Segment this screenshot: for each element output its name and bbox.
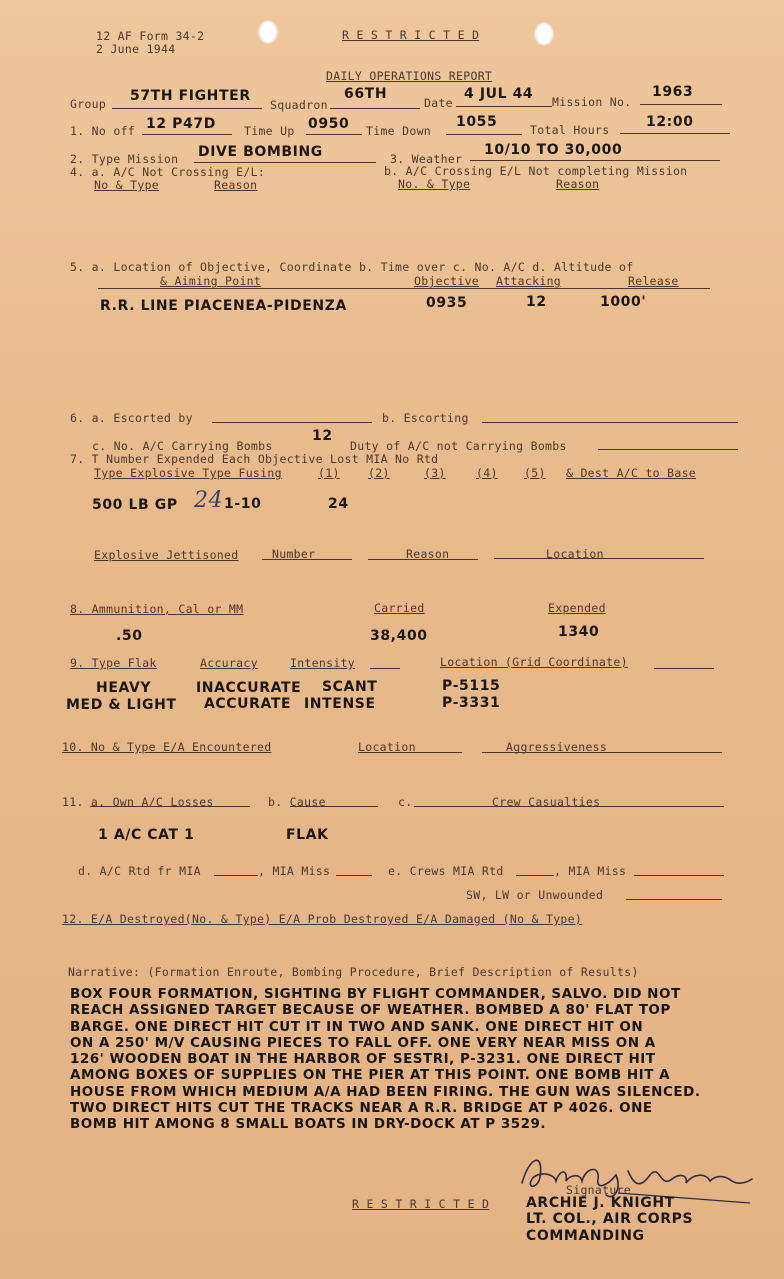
narrative-text — [70, 986, 750, 1133]
duty-label: Duty of A/C not Carrying Bombs — [350, 439, 567, 453]
flak-row-2-type: MED & LIGHT — [66, 697, 177, 713]
narrative-line: TWO DIRECT HITS CUT THE TRACKS NEAR A R.R. BRIDGE AT P 4026. ONE — [70, 1100, 653, 1117]
ac-crossing-label: b. A/C Crossing E/L Not completing Mission — [384, 164, 688, 178]
objective-label: 5. a. Location of Objective, Coordinate b. Time over c. No. A/C d. Altitude of — [70, 260, 634, 274]
crews-rtd-label: e. Crews MIA Rtd — [388, 864, 504, 878]
dest-ac-label: & Dest A/C to Base — [566, 466, 697, 480]
narrative-line: 126' WOODEN BOAT IN THE HARBOR OF SESTRI, P-3231. ONE DIRECT HIT — [70, 1051, 656, 1068]
col-2: (2) — [368, 466, 390, 480]
flak-type-label: 9. Type Flak — [70, 656, 157, 670]
ac-not-crossing-label: 4. a. A/C Not Crossing E/L: — [70, 165, 266, 179]
narrative-line: BOX FOUR FORMATION, SIGHTING BY FLIGHT COMMANDER, SALVO. DID NOT — [70, 986, 681, 1002]
signer-rank: LT. COL., AIR CORPS — [526, 1211, 694, 1227]
time-over-objective-label: Objective — [414, 274, 480, 288]
own-losses-value: 1 A/C CAT 1 — [98, 827, 195, 843]
time-up-value: 0950 — [308, 116, 350, 132]
expended-label: Expended — [548, 601, 606, 615]
narrative-label: Narrative: (Formation Enroute, Bombing Procedure, Brief Description of Results) — [68, 965, 639, 979]
cause-label: b. Cause — [268, 795, 326, 809]
own-losses-label: 11. a. Own A/C Losses — [62, 795, 214, 809]
flak-intensity-label: Intensity — [290, 656, 356, 670]
time-over-value: 0935 — [426, 295, 468, 311]
carried-label: Carried — [374, 601, 425, 615]
type-mission-value: DIVE BOMBING — [198, 144, 323, 160]
col-4: (4) — [476, 466, 498, 480]
squadron-value: 66TH — [344, 86, 388, 102]
no-off-label: 1. No off — [70, 124, 136, 138]
flak-row-2-accuracy: ACCURATE — [204, 696, 292, 712]
ac-rtd-label: d. A/C Rtd fr MIA — [78, 864, 201, 878]
fusing-value: 1-10 — [224, 496, 262, 512]
col-3: (3) — [424, 466, 446, 480]
page-title: DAILY OPERATIONS REPORT — [326, 69, 493, 83]
release-label: Release — [628, 274, 679, 288]
expended-value: 24 — [328, 496, 349, 512]
cal-value: .50 — [116, 628, 143, 644]
signature-label: Signature — [566, 1183, 632, 1197]
flak-row-2-location: P-3331 — [442, 695, 501, 711]
attacking-label: Attacking — [496, 274, 562, 288]
col-5: (5) — [524, 466, 546, 480]
ea-destroyed-label: 12. E/A Destroyed(No. & Type) E/A Prob Destroyed E/A Damaged (No & Type) — [62, 912, 583, 926]
ea-location-label: Location — [358, 740, 416, 754]
punch-hole-right — [534, 22, 554, 46]
escorted-label: 6. a. Escorted by — [70, 411, 193, 425]
total-hours-value: 12:00 — [646, 114, 694, 130]
weather-label: 3. Weather — [390, 152, 463, 166]
handwritten-24: 24 — [194, 488, 224, 513]
expended-header: 7. T Number Expended Each Objective Lost MIA No Rtd — [70, 452, 439, 466]
carrying-bombs-value: 12 — [312, 428, 333, 444]
signer-name: ARCHIE J. KNIGHT — [526, 1195, 675, 1211]
no-off-value: 12 P47D — [146, 116, 216, 132]
ea-encountered-label: 10. No & Type E/A Encountered — [62, 740, 272, 754]
form-date: 2 June 1944 — [96, 42, 176, 56]
type-mission-label: 2. Type Mission — [70, 152, 179, 166]
reason-b: Reason — [556, 177, 600, 191]
narrative-line: ON A 250' M/V CAUSING PIECES TO FALL OFF. ONE VERY NEAR MISS ON A — [70, 1034, 656, 1051]
narrative-line: REACH ASSIGNED TARGET BECAUSE OF WEATHER. BOMBED A 80' FLAT TOP — [70, 1002, 671, 1019]
signer-role: COMMANDING — [526, 1228, 645, 1244]
total-hours-label: Total Hours — [530, 123, 610, 137]
jettisoned-number-label: Number — [272, 547, 316, 561]
punch-hole-left — [258, 20, 278, 44]
jettisoned-reason-label: Reason — [406, 547, 450, 561]
weather-value: 10/10 TO 30,000 — [484, 142, 623, 158]
flak-location-label: Location (Grid Coordinate) — [440, 655, 628, 669]
flak-accuracy-label: Accuracy — [200, 656, 258, 670]
flak-row-1-accuracy: INACCURATE — [196, 680, 302, 696]
narrative-line: BARGE. ONE DIRECT HIT CUT IT IN TWO AND SANK. ONE DIRECT HIT ON — [70, 1018, 644, 1035]
carried-value: 38,400 — [370, 628, 428, 644]
flak-row-1-intensity: SCANT — [322, 679, 378, 695]
narrative-line: HOUSE FROM WHICH MEDIUM A/A HAD BEEN FIRING. THE GUN WAS SILENCED. — [70, 1083, 701, 1100]
time-down-value: 1055 — [456, 114, 498, 130]
jettisoned-location-label: Location — [546, 547, 604, 561]
objective-location: R.R. LINE PIACENEA-PIDENZA — [100, 298, 347, 314]
mia-miss-label-2: , MIA Miss — [554, 864, 627, 878]
squadron-label: Squadron — [270, 98, 328, 112]
altitude-value: 1000' — [600, 294, 647, 310]
aiming-point-label: & Aiming Point — [160, 274, 262, 288]
no-ac-attacking-value: 12 — [526, 294, 547, 310]
carrying-bombs-label: c. No. A/C Carrying Bombs — [92, 439, 273, 453]
date-value: 4 JUL 44 — [464, 86, 534, 102]
group-value: 57TH FIGHTER — [130, 88, 251, 104]
sw-lw-label: SW, LW or Unwounded — [466, 888, 604, 902]
signature-script — [8, 1272, 22, 1273]
form-number: 12 AF Form 34-2 — [96, 29, 205, 43]
mia-miss-label: , MIA Miss — [258, 864, 331, 878]
ammo-expended-value: 1340 — [558, 624, 600, 640]
flak-row-1-location: P-5115 — [442, 678, 501, 694]
narrative-line: BOMB HIT AMONG 8 SMALL BOATS IN DRY-DOCK AT P 3529. — [70, 1116, 547, 1133]
restricted-bottom: R E S T R I C T E D — [352, 1197, 490, 1211]
mission-value: 1963 — [652, 84, 694, 100]
jettisoned-label: Explosive Jettisoned — [94, 548, 239, 562]
restricted-top: R E S T R I C T E D — [342, 28, 480, 42]
narrative-line: AMONG BOXES OF SUPPLIES ON THE PIER AT THIS POINT. ONE BOMB HIT A — [70, 1067, 671, 1084]
mission-label: Mission No. — [552, 95, 632, 109]
explosive-value: 500 LB GP — [92, 497, 178, 513]
group-label: Group — [70, 97, 107, 111]
flak-row-2-intensity: INTENSE — [304, 696, 376, 712]
reason-a: Reason — [214, 178, 258, 192]
ea-aggressiveness-label: Aggressiveness — [506, 740, 608, 754]
time-up-label: Time Up — [244, 124, 295, 138]
ammunition-label: 8. Ammunition, Cal or MM — [70, 602, 244, 616]
flak-row-1-type: HEAVY — [96, 680, 152, 696]
no-type-b: No. & Type — [398, 177, 471, 191]
cause-value: FLAK — [286, 827, 329, 843]
date-label: Date — [424, 96, 453, 110]
crew-casualties-label: Crew Casualties — [492, 795, 601, 809]
escorting-label: b. Escorting — [382, 411, 469, 425]
crew-c-label: c. — [398, 795, 413, 809]
col-1: (1) — [318, 466, 340, 480]
time-down-label: Time Down — [366, 124, 432, 138]
no-type-a: No & Type — [94, 178, 160, 192]
type-explosive-label: Type Explosive Type Fusing — [94, 466, 282, 480]
